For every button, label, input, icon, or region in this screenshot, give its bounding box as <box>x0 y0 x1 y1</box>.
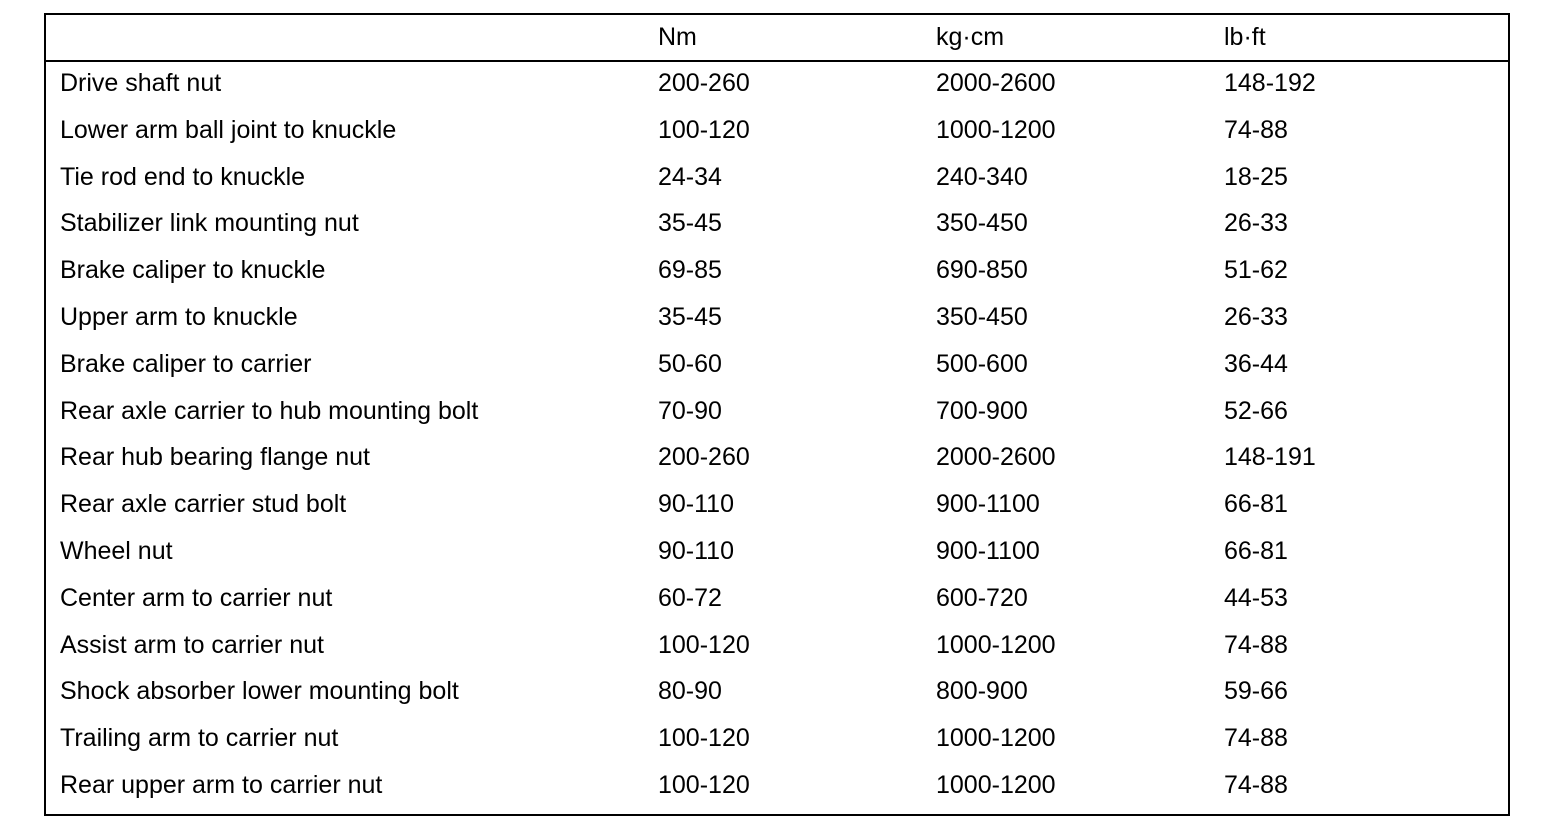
cell-nm: 50-60 <box>658 349 722 378</box>
table-row <box>46 530 1508 577</box>
cell-kgcm: 1000-1200 <box>936 771 1056 799</box>
cell-nm: 60-72 <box>658 583 722 612</box>
cell-kgcm: 800-900 <box>936 677 1028 706</box>
header-nm: Nm <box>658 23 697 51</box>
cell-nm: 100-120 <box>658 771 750 799</box>
cell-kgcm: 350-450 <box>936 209 1028 238</box>
table-row <box>46 249 1508 296</box>
cell-item: Stabilizer link mounting nut <box>60 209 359 238</box>
cell-item: Rear axle carrier to hub mounting bolt <box>60 396 479 425</box>
cell-item: Brake caliper to knuckle <box>60 256 326 285</box>
cell-lbft: 36-44 <box>1224 349 1288 378</box>
cell-item: Assist arm to carrier nut <box>60 630 324 659</box>
cell-item: Lower arm ball joint to knuckle <box>60 115 397 144</box>
cell-item: Upper arm to knuckle <box>60 303 298 331</box>
cell-lbft: 18-25 <box>1224 162 1288 191</box>
cell-item: Shock absorber lower mounting bolt <box>60 677 459 706</box>
cell-lbft: 44-53 <box>1224 583 1288 612</box>
table-row <box>46 577 1508 624</box>
cell-kgcm: 240-340 <box>936 162 1028 191</box>
table-row <box>46 764 1508 811</box>
cell-nm: 35-45 <box>658 303 722 331</box>
cell-nm: 80-90 <box>658 677 722 706</box>
cell-item: Center arm to carrier nut <box>60 583 333 612</box>
cell-nm: 100-120 <box>658 115 750 144</box>
cell-kgcm: 1000-1200 <box>936 115 1056 144</box>
cell-lbft: 148-191 <box>1224 443 1316 472</box>
table-row <box>46 296 1508 343</box>
table-row <box>46 436 1508 483</box>
table-row <box>46 624 1508 671</box>
table-row <box>46 156 1508 203</box>
cell-nm: 90-110 <box>658 490 734 519</box>
cell-kgcm: 900-1100 <box>936 537 1040 565</box>
cell-kgcm: 1000-1200 <box>936 724 1056 753</box>
cell-lbft: 26-33 <box>1224 209 1288 238</box>
cell-kgcm: 900-1100 <box>936 490 1040 519</box>
cell-item: Rear axle carrier stud bolt <box>60 490 347 519</box>
cell-lbft: 148-192 <box>1224 69 1316 97</box>
cell-item: Wheel nut <box>60 537 173 565</box>
cell-nm: 90-110 <box>658 537 734 565</box>
header-lbft: lb·ft <box>1224 23 1266 51</box>
cell-nm: 100-120 <box>658 724 750 753</box>
table-row <box>46 390 1508 437</box>
table-header-row <box>46 15 1508 62</box>
cell-nm: 200-260 <box>658 69 750 97</box>
cell-kgcm: 2000-2600 <box>936 69 1056 97</box>
table-row <box>46 62 1508 109</box>
cell-kgcm: 500-600 <box>936 349 1028 378</box>
cell-item: Trailing arm to carrier nut <box>60 724 339 753</box>
cell-kgcm: 350-450 <box>936 303 1028 331</box>
cell-item: Rear upper arm to carrier nut <box>60 771 383 799</box>
cell-item: Brake caliper to carrier <box>60 349 312 378</box>
table-row <box>46 483 1508 530</box>
cell-nm: 70-90 <box>658 396 722 425</box>
cell-lbft: 59-66 <box>1224 677 1288 706</box>
cell-nm: 35-45 <box>658 209 722 238</box>
table-row <box>46 717 1508 764</box>
table-row <box>46 670 1508 717</box>
cell-nm: 69-85 <box>658 256 722 285</box>
cell-lbft: 66-81 <box>1224 537 1288 565</box>
cell-item: Drive shaft nut <box>60 69 222 97</box>
table-row <box>46 202 1508 249</box>
torque-spec-table <box>44 13 1510 816</box>
cell-kgcm: 700-900 <box>936 396 1028 425</box>
header-kgcm: kg·cm <box>936 23 1005 51</box>
cell-nm: 24-34 <box>658 162 722 191</box>
cell-nm: 100-120 <box>658 630 750 659</box>
cell-nm: 200-260 <box>658 443 750 472</box>
cell-kgcm: 690-850 <box>936 256 1028 285</box>
table-row <box>46 109 1508 156</box>
cell-kgcm: 600-720 <box>936 583 1028 612</box>
cell-kgcm: 2000-2600 <box>936 443 1056 472</box>
cell-item: Tie rod end to knuckle <box>60 162 306 191</box>
cell-kgcm: 1000-1200 <box>936 630 1056 659</box>
cell-lbft: 26-33 <box>1224 303 1288 331</box>
cell-lbft: 52-66 <box>1224 396 1288 425</box>
cell-lbft: 74-88 <box>1224 115 1288 144</box>
cell-lbft: 51-62 <box>1224 256 1288 285</box>
cell-lbft: 66-81 <box>1224 490 1288 519</box>
cell-item: Rear hub bearing flange nut <box>60 443 370 472</box>
cell-lbft: 74-88 <box>1224 630 1288 659</box>
cell-lbft: 74-88 <box>1224 724 1288 753</box>
table-row <box>46 343 1508 390</box>
cell-lbft: 74-88 <box>1224 771 1288 799</box>
